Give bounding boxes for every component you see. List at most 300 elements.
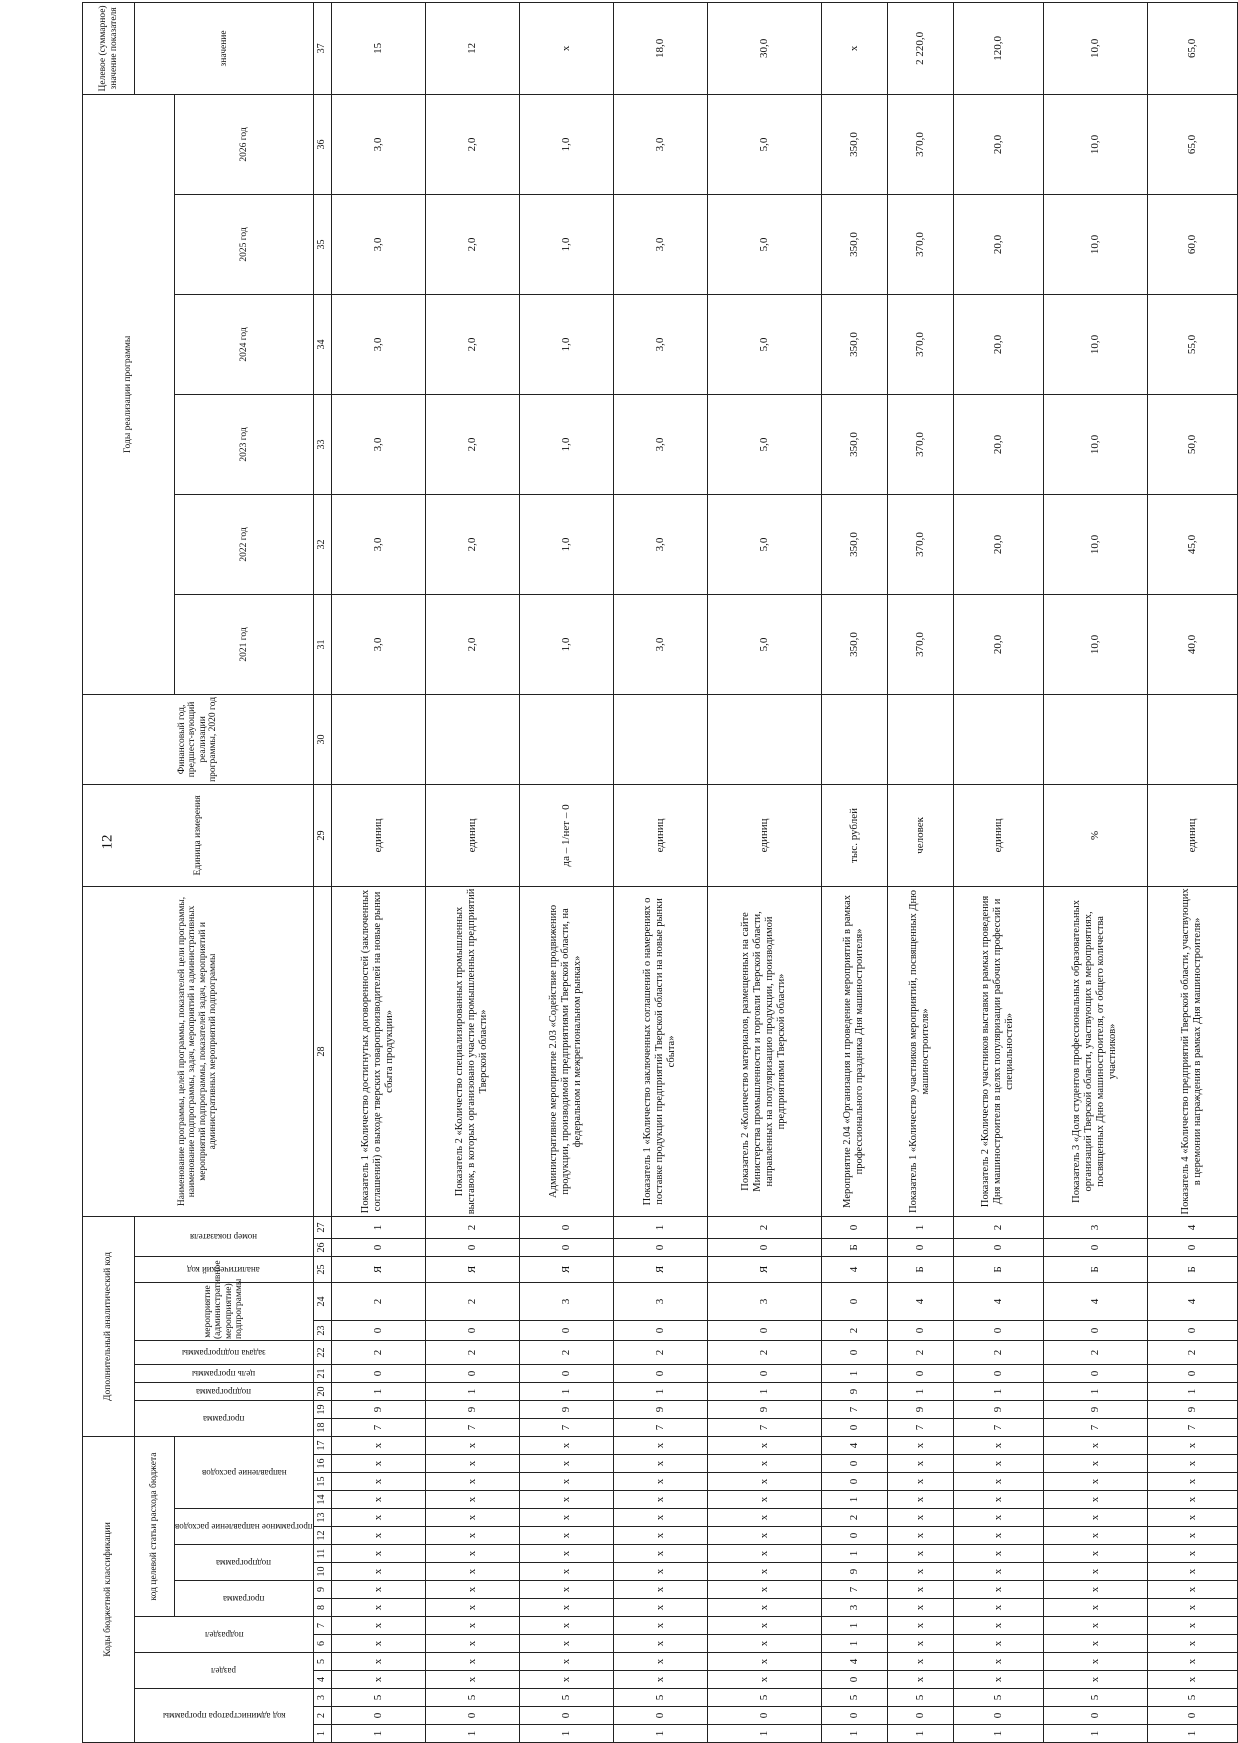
code-cell: x	[1043, 1581, 1147, 1599]
column-number: 7	[313, 1617, 331, 1635]
code-cell: 1	[953, 1725, 1043, 1743]
code-cell: 5	[821, 1689, 887, 1707]
code-cell: 4	[821, 1437, 887, 1455]
code-cell: Я	[425, 1257, 519, 1283]
code-cell: 0	[519, 1365, 613, 1383]
target-value-cell: 120,0	[953, 2, 1043, 94]
code-cell: 3	[821, 1599, 887, 1617]
code-cell: x	[1147, 1563, 1237, 1581]
column-number: 23	[313, 1321, 331, 1341]
code-cell: 1	[519, 1725, 613, 1743]
column-number: 35	[313, 194, 331, 294]
unit-cell: единиц	[953, 784, 1043, 886]
code-cell: x	[953, 1491, 1043, 1509]
code-cell: x	[331, 1455, 425, 1473]
code-cell: 0	[1147, 1707, 1237, 1725]
code-cell: 9	[821, 1383, 887, 1401]
code-cell: 7	[953, 1419, 1043, 1437]
code-cell: x	[331, 1491, 425, 1509]
column-number: 1	[313, 1725, 331, 1743]
code-cell: x	[1147, 1455, 1237, 1473]
year-value-cell: 5,0	[707, 594, 821, 694]
code-cell: 2	[953, 1341, 1043, 1365]
code-cell: x	[331, 1581, 425, 1599]
code-cell: x	[1147, 1509, 1237, 1527]
column-number: 36	[313, 94, 331, 194]
year-value-cell: 5,0	[707, 94, 821, 194]
year-value-cell: 370,0	[887, 194, 953, 294]
code-cell: 1	[425, 1383, 519, 1401]
table-row	[887, 2, 953, 1742]
year-value-cell: 3,0	[613, 594, 707, 694]
code-cell: x	[613, 1455, 707, 1473]
code-cell: 0	[519, 1321, 613, 1341]
code-cell: x	[425, 1581, 519, 1599]
code-cell: 5	[953, 1689, 1043, 1707]
year-value-cell: 3,0	[613, 394, 707, 494]
year-value-cell: 3,0	[331, 594, 425, 694]
code-cell: 1	[331, 1725, 425, 1743]
code-cell: x	[953, 1599, 1043, 1617]
code-cell: x	[887, 1581, 953, 1599]
code-cell: 5	[707, 1689, 821, 1707]
table-row	[1043, 2, 1147, 1742]
code-cell: Б	[1147, 1257, 1237, 1283]
code-cell: x	[1043, 1635, 1147, 1653]
base-year-cell	[953, 694, 1043, 784]
code-cell: x	[707, 1437, 821, 1455]
code-cell: 0	[1147, 1365, 1237, 1383]
code-cell: x	[1147, 1671, 1237, 1689]
year-value-cell: 45,0	[1147, 494, 1237, 594]
column-number: 2	[313, 1707, 331, 1725]
code-cell: x	[1147, 1527, 1237, 1545]
target-value-cell: x	[821, 2, 887, 94]
code-cell: 0	[519, 1216, 613, 1238]
code-cell: x	[425, 1455, 519, 1473]
year-value-cell: 350,0	[821, 394, 887, 494]
code-cell: x	[887, 1545, 953, 1563]
code-cell: x	[425, 1527, 519, 1545]
year-value-cell: 3,0	[613, 194, 707, 294]
code-cell: x	[953, 1455, 1043, 1473]
year-value-cell: 10,0	[1043, 94, 1147, 194]
code-cell: 1	[821, 1725, 887, 1743]
target-value-header: значение	[135, 2, 314, 94]
unit-cell: единиц	[331, 784, 425, 886]
code-cell: 9	[1043, 1401, 1147, 1419]
code-cell: 1	[613, 1216, 707, 1238]
code-cell: 2	[425, 1341, 519, 1365]
code-cell: 9	[425, 1401, 519, 1419]
code-cell: 1	[519, 1383, 613, 1401]
indicators-table	[82, 2, 1238, 1743]
year-value-cell: 370,0	[887, 494, 953, 594]
code-cell: x	[425, 1491, 519, 1509]
code-cell: x	[425, 1617, 519, 1635]
unit-header: Единица измерения	[83, 784, 314, 886]
year-value-cell: 60,0	[1147, 194, 1237, 294]
indicator-name: Показатель 1 «Количество заключенных соглашений о намерениях о поставке продукции предприятий Тверской области на новые рынки сбыта»	[613, 886, 707, 1216]
code-cell: x	[887, 1653, 953, 1671]
year-value-cell: 370,0	[887, 94, 953, 194]
code-cell: x	[425, 1437, 519, 1455]
code-cell: 7	[821, 1401, 887, 1419]
code-cell: x	[519, 1617, 613, 1635]
indicator-name: Показатель 1 «Количество достигнутых договоренностей (заключенных соглашений) о выходе тверских товаропроизводителей на новые рынки сбыта продукции»	[331, 886, 425, 1216]
code-cell: 7	[1043, 1419, 1147, 1437]
year-value-cell: 350,0	[821, 494, 887, 594]
event-number-header: мероприятие (административное мероприятие) подпрограммы	[135, 1283, 314, 1341]
code-cell: 0	[331, 1321, 425, 1341]
code-cell: Я	[613, 1257, 707, 1283]
code-cell: 0	[953, 1707, 1043, 1725]
code-cell: 0	[707, 1321, 821, 1341]
code-cell: 2	[613, 1341, 707, 1365]
code-cell: 0	[1043, 1707, 1147, 1725]
indicator-name: Показатель 1 «Количество участников мероприятий, посвященных Дню машиностроителя»	[887, 886, 953, 1216]
code-cell: 5	[519, 1689, 613, 1707]
column-number: 10	[313, 1563, 331, 1581]
year-value-cell: 65,0	[1147, 94, 1237, 194]
code-cell: x	[1043, 1545, 1147, 1563]
code-cell: x	[613, 1509, 707, 1527]
code-cell: x	[519, 1437, 613, 1455]
code-cell: 1	[887, 1725, 953, 1743]
code-cell: 2	[707, 1341, 821, 1365]
base-year-cell	[1043, 694, 1147, 784]
column-number: 17	[313, 1437, 331, 1455]
column-number: 14	[313, 1491, 331, 1509]
code-cell: 4	[821, 1653, 887, 1671]
code-cell: x	[1043, 1455, 1147, 1473]
code-cell: 0	[821, 1671, 887, 1689]
rotated-page	[82, 5, 1204, 1743]
code-cell: 1	[821, 1545, 887, 1563]
column-number: 16	[313, 1455, 331, 1473]
target-value-cell: 18,0	[613, 2, 707, 94]
code-cell: x	[887, 1509, 953, 1527]
table-row	[1147, 2, 1237, 1742]
code-cell: 0	[707, 1707, 821, 1725]
unit-cell: да – 1/нет – 0	[519, 784, 613, 886]
code-cell: x	[613, 1545, 707, 1563]
code-cell: 0	[953, 1365, 1043, 1383]
code-cell: 1	[1043, 1725, 1147, 1743]
code-cell: x	[953, 1617, 1043, 1635]
code-cell: x	[331, 1509, 425, 1527]
code-cell: x	[1043, 1599, 1147, 1617]
code-cell: 0	[331, 1707, 425, 1725]
column-number: 9	[313, 1581, 331, 1599]
year-value-cell: 40,0	[1147, 594, 1237, 694]
code-cell: 4	[821, 1257, 887, 1283]
code-cell: x	[613, 1581, 707, 1599]
indicator-number-header: номер показателя	[135, 1216, 314, 1256]
code-cell: x	[519, 1581, 613, 1599]
subprogram-header: подпрограмма	[175, 1545, 314, 1581]
code-cell: x	[887, 1455, 953, 1473]
code-cell: 0	[331, 1365, 425, 1383]
column-number: 34	[313, 294, 331, 394]
indicator-name: Показатель 2 «Количество специализированных промышленных выставок, в которых организовано участие промышленных предприятий Тверской области»	[425, 886, 519, 1216]
year-value-cell: 3,0	[613, 494, 707, 594]
code-cell: x	[425, 1473, 519, 1491]
code-cell: 4	[1043, 1283, 1147, 1321]
base-year-cell	[331, 694, 425, 784]
target-value-cell: x	[519, 2, 613, 94]
code-cell: x	[953, 1509, 1043, 1527]
year-value-cell: 20,0	[953, 294, 1043, 394]
year-value-cell: 2,0	[425, 394, 519, 494]
code-cell: x	[425, 1599, 519, 1617]
code-cell: 7	[519, 1419, 613, 1437]
code-cell: Б	[1043, 1257, 1147, 1283]
code-cell: 9	[707, 1401, 821, 1419]
column-number: 37	[313, 2, 331, 94]
year-value-cell: 3,0	[331, 394, 425, 494]
code-cell: 0	[821, 1527, 887, 1545]
year-value-cell: 20,0	[953, 94, 1043, 194]
year-value-cell: 1,0	[519, 194, 613, 294]
code-cell: 0	[887, 1239, 953, 1257]
year-value-cell: 1,0	[519, 394, 613, 494]
code-cell: x	[331, 1545, 425, 1563]
code-cell: x	[425, 1509, 519, 1527]
code-cell: x	[953, 1527, 1043, 1545]
code-cell: 1	[821, 1365, 887, 1383]
code-cell: 9	[331, 1401, 425, 1419]
code-cell: 0	[821, 1707, 887, 1725]
code-cell: x	[425, 1545, 519, 1563]
code-cell: x	[613, 1617, 707, 1635]
code-cell: 0	[887, 1321, 953, 1341]
code-cell: x	[425, 1653, 519, 1671]
year-value-cell: 2,0	[425, 194, 519, 294]
code-cell: 0	[1147, 1321, 1237, 1341]
year-value-cell: 2,0	[425, 494, 519, 594]
goal-number-header: цель программы	[135, 1365, 314, 1383]
code-cell: x	[707, 1491, 821, 1509]
code-cell: 0	[821, 1283, 887, 1321]
code-cell: x	[519, 1671, 613, 1689]
indicator-name: Показатель 2 «Количество участников выставки в рамках проведения Дня машиностроителя в целях популяризации рабочих профессий и специальностей»	[953, 886, 1043, 1216]
code-cell: 9	[953, 1401, 1043, 1419]
code-cell: 9	[613, 1401, 707, 1419]
code-cell: 0	[1043, 1365, 1147, 1383]
code-cell: x	[707, 1653, 821, 1671]
code-cell: 0	[953, 1321, 1043, 1341]
code-cell: 0	[425, 1365, 519, 1383]
year-2024-header: 2024 год	[175, 294, 314, 394]
code-cell: x	[1147, 1491, 1237, 1509]
code-cell: x	[887, 1671, 953, 1689]
code-cell: 1	[613, 1383, 707, 1401]
column-number: 29	[313, 784, 331, 886]
year-value-cell: 20,0	[953, 494, 1043, 594]
code-cell: x	[953, 1563, 1043, 1581]
year-value-cell: 370,0	[887, 394, 953, 494]
code-cell: 2	[425, 1216, 519, 1238]
code-cell: 1	[331, 1383, 425, 1401]
code-cell: 4	[887, 1283, 953, 1321]
indicator-name: Показатель 3 «Доля студентов профессиональных образовательных организаций Тверской области, участвующих в мероприятиях, посвященных Дню машиностроителя, от общего количества участников»	[1043, 886, 1147, 1216]
code-cell: x	[887, 1635, 953, 1653]
years-group-header: Годы реализации программы	[83, 94, 175, 694]
admin-code-header: код администратора программы	[135, 1689, 314, 1743]
code-cell: x	[887, 1437, 953, 1455]
code-cell: 4	[1147, 1283, 1237, 1321]
code-cell: Я	[707, 1257, 821, 1283]
year-value-cell: 350,0	[821, 194, 887, 294]
code-cell: 2	[1043, 1341, 1147, 1365]
column-number: 33	[313, 394, 331, 494]
code-cell: x	[613, 1635, 707, 1653]
code-cell: x	[707, 1509, 821, 1527]
target-value-cell: 10,0	[1043, 2, 1147, 94]
column-number: 22	[313, 1341, 331, 1365]
code-cell: 1	[1043, 1383, 1147, 1401]
code-cell: 1	[887, 1216, 953, 1238]
code-cell: x	[707, 1635, 821, 1653]
unit-cell: единиц	[707, 784, 821, 886]
year-value-cell: 5,0	[707, 394, 821, 494]
code-cell: 0	[1043, 1239, 1147, 1257]
code-cell: x	[519, 1545, 613, 1563]
code-cell: 7	[1147, 1419, 1237, 1437]
code-cell: x	[953, 1635, 1043, 1653]
unit-cell: единиц	[613, 784, 707, 886]
subsection-header: подраздел	[135, 1617, 314, 1653]
code-cell: 1	[1147, 1383, 1237, 1401]
code-cell: 0	[1147, 1239, 1237, 1257]
code-cell: x	[613, 1653, 707, 1671]
base-year-cell	[519, 694, 613, 784]
code-cell: x	[613, 1527, 707, 1545]
year-value-cell: 3,0	[613, 94, 707, 194]
indicator-name: Мероприятие 2.04 «Организация и проведение мероприятий в рамках профессионального праздника Дня машиностроителя»	[821, 886, 887, 1216]
year-value-cell: 10,0	[1043, 394, 1147, 494]
unit-cell: тыс. рублей	[821, 784, 887, 886]
code-cell: x	[887, 1491, 953, 1509]
target-value-cell: 65,0	[1147, 2, 1237, 94]
code-cell: x	[519, 1527, 613, 1545]
code-cell: x	[613, 1473, 707, 1491]
code-cell: x	[707, 1545, 821, 1563]
year-value-cell: 370,0	[887, 294, 953, 394]
code-cell: 3	[519, 1283, 613, 1321]
code-cell: x	[519, 1563, 613, 1581]
code-cell: x	[1147, 1437, 1237, 1455]
code-cell: 2	[331, 1283, 425, 1321]
year-value-cell: 1,0	[519, 294, 613, 394]
column-number: 32	[313, 494, 331, 594]
base-year-cell	[887, 694, 953, 784]
year-2025-header: 2025 год	[175, 194, 314, 294]
table-row	[331, 2, 425, 1742]
year-value-cell: 3,0	[331, 494, 425, 594]
code-cell: x	[707, 1455, 821, 1473]
code-cell: x	[331, 1635, 425, 1653]
code-cell: x	[1147, 1599, 1237, 1617]
column-number: 24	[313, 1283, 331, 1321]
dop-subprogram-header: подпрограмма	[135, 1383, 314, 1401]
code-cell: x	[613, 1437, 707, 1455]
code-cell: x	[1043, 1527, 1147, 1545]
code-cell: Я	[519, 1257, 613, 1283]
code-cell: 0	[821, 1341, 887, 1365]
dop-program-header: программа	[135, 1401, 314, 1437]
year-value-cell: 55,0	[1147, 294, 1237, 394]
program-direction-header: программное направление расходов	[175, 1509, 314, 1545]
code-cell: 5	[1147, 1689, 1237, 1707]
year-value-cell: 20,0	[953, 194, 1043, 294]
code-cell: 0	[613, 1239, 707, 1257]
code-cell: 2	[821, 1509, 887, 1527]
code-cell: 1	[613, 1725, 707, 1743]
code-cell: x	[1043, 1617, 1147, 1635]
code-cell: x	[1147, 1653, 1237, 1671]
year-value-cell: 350,0	[821, 294, 887, 394]
column-number: 18	[313, 1419, 331, 1437]
code-cell: 2	[1147, 1341, 1237, 1365]
code-cell: 2	[331, 1341, 425, 1365]
code-cell: x	[331, 1437, 425, 1455]
year-value-cell: 1,0	[519, 94, 613, 194]
year-value-cell: 3,0	[331, 194, 425, 294]
code-cell: x	[1147, 1545, 1237, 1563]
base-year-cell	[707, 694, 821, 784]
year-2026-header: 2026 год	[175, 94, 314, 194]
code-cell: x	[519, 1653, 613, 1671]
code-cell: x	[1043, 1671, 1147, 1689]
code-cell: Б	[887, 1257, 953, 1283]
code-cell: x	[707, 1599, 821, 1617]
code-cell: 1	[707, 1725, 821, 1743]
code-cell: x	[425, 1563, 519, 1581]
code-cell: 3	[613, 1283, 707, 1321]
table-row	[707, 2, 821, 1742]
code-cell: 1	[887, 1383, 953, 1401]
code-cell: 2	[821, 1321, 887, 1341]
code-cell: 1	[425, 1725, 519, 1743]
year-value-cell: 5,0	[707, 194, 821, 294]
code-cell: x	[887, 1527, 953, 1545]
base-year-cell	[613, 694, 707, 784]
code-cell: 1	[953, 1383, 1043, 1401]
code-cell: 0	[613, 1321, 707, 1341]
code-cell: 0	[425, 1707, 519, 1725]
code-cell: 0	[707, 1239, 821, 1257]
code-cell: 4	[953, 1283, 1043, 1321]
column-number: 4	[313, 1671, 331, 1689]
code-cell: x	[953, 1653, 1043, 1671]
code-cell: 0	[707, 1365, 821, 1383]
column-number: 26	[313, 1239, 331, 1257]
code-cell: x	[953, 1473, 1043, 1491]
code-cell: x	[1147, 1581, 1237, 1599]
base-year-header: Финансовый год, предшест-вующий реализации программы, 2020 год	[83, 694, 314, 784]
code-cell: x	[613, 1491, 707, 1509]
code-cell: x	[953, 1437, 1043, 1455]
code-cell: x	[1147, 1635, 1237, 1653]
column-number: 30	[313, 694, 331, 784]
code-cell: 5	[1043, 1689, 1147, 1707]
kbk-group-header: Коды бюджетной классификации	[83, 1437, 135, 1743]
year-value-cell: 5,0	[707, 294, 821, 394]
code-cell: 1	[707, 1383, 821, 1401]
year-value-cell: 370,0	[887, 594, 953, 694]
